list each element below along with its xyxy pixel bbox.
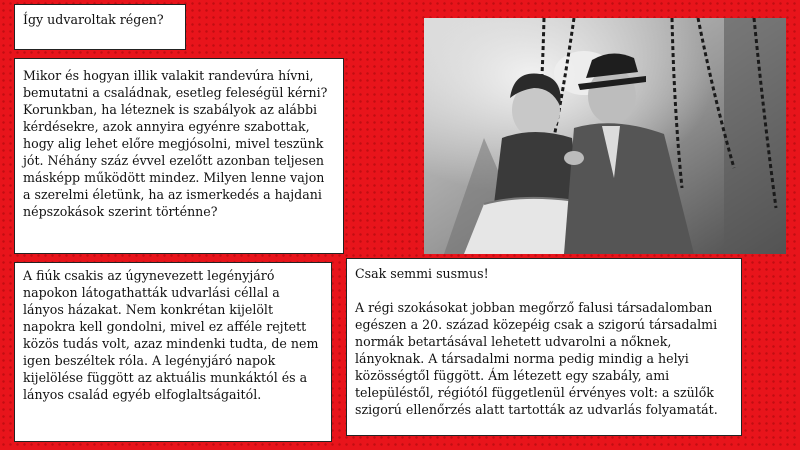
fiuk-text: A fiúk csakis az úgynevezett legényjáró napokon látogathatták udvarlási céllal a lányos házakat. Nem konkrétan kijelölt napokra kell gondolni, mivel ez afféle rejtett közös tudás volt, azaz mindenki tudta, de nem igen beszéltek róla. A legényjáró napok kijelölése függött az aktuális munkáktól és a lányos család egyéb elfoglaltságaitól. — [23, 268, 319, 402]
susmus-heading: Csak semmi susmus! — [355, 266, 489, 281]
intro-text-box — [14, 58, 344, 254]
page-title: Így udvaroltak régen? — [23, 12, 164, 27]
couple-on-swing-photo — [424, 18, 786, 254]
paragraph-gap — [355, 282, 733, 299]
fiuk-text-box — [14, 262, 332, 442]
title-box — [14, 4, 186, 50]
susmus-text-box — [346, 258, 742, 436]
intro-text: Mikor és hogyan illik valakit randevúra hívni, bemutatni a családnak, esetleg feleségül kérni? Korunkban, ha léteznek is szabályok az alábbi kérdésekre, azok annyira egyénre szabottak, hogy alig lehet előre megjósolni, mivel teszünk jót. Néhány száz évvel ezelőtt azonban teljesen másképp működött mindez. Milyen lenne vajon a szerelmi életünk, ha az ismerkedés a hajdani népszokások szerint történne? — [23, 68, 328, 219]
susmus-text: A régi szokásokat jobban megőrző falusi társadalomban egészen a 20. század közepéig csak a szigorú társadalmi normák betartásával lehetett udvarolni a nőknek, lányoknak. A társadalmi norma pedig mindig a helyi közösségtől függött. Ám létezett egy szabály, ami településtől, régiótól függetlenül érvényes volt: a szülők szigorú ellenőrzés alatt tartották az udvarlás folyamatát. — [355, 300, 718, 417]
